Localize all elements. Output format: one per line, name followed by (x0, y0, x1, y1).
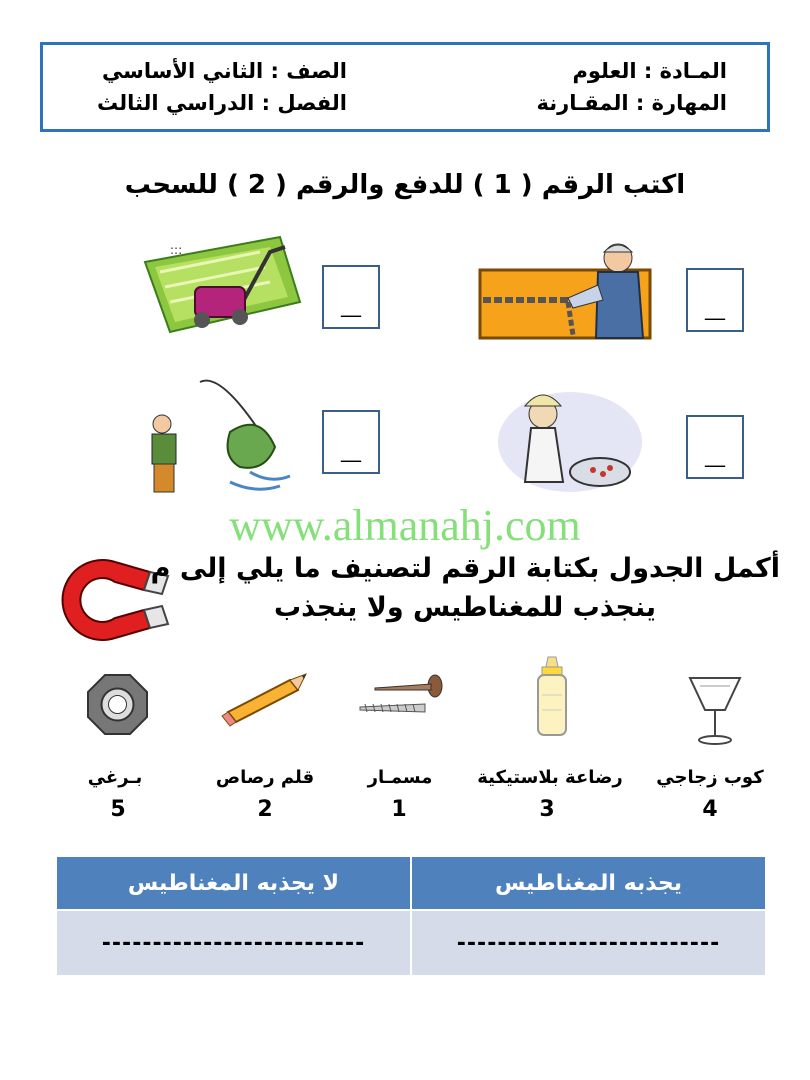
header-box (40, 42, 770, 132)
grade-label: الصف : الثاني الأساسي (101, 59, 347, 83)
item-number-nail: 1 (391, 797, 407, 822)
skill-label: المهارة : المقـارنة (536, 91, 727, 115)
subject-label: المـادة : العلوم (572, 59, 727, 83)
item-label-glass-cup: كوب زجاجي (656, 767, 764, 788)
answer-box-lawnmower[interactable]: __ (322, 265, 380, 329)
item-label-pencil: قلم رصاص (215, 767, 315, 788)
classification-table (55, 855, 767, 977)
answer-box-fishing[interactable]: __ (322, 410, 380, 474)
item-number-glass-cup: 4 (702, 797, 718, 822)
glass-cup-icon (685, 670, 745, 748)
table-header-row (56, 856, 766, 910)
classify-instruction-line2: ينجذب للمغناطيس ولا ينجذب (273, 592, 657, 623)
answer-box-chain-pull[interactable]: __ (686, 268, 744, 332)
wheelbarrow-picture (495, 382, 645, 502)
item-label-plastic-bottle: رضاعة بلاستيكية (477, 767, 623, 788)
item-number-pencil: 2 (257, 797, 273, 822)
fishing-picture (140, 372, 300, 497)
chain-pull-picture (478, 240, 658, 340)
header-attracted: يجذبه المغناطيس (411, 856, 766, 910)
table-row (56, 910, 766, 976)
nail-screw-icon (355, 672, 445, 722)
plastic-bottle-icon (530, 655, 574, 739)
answer-box-wheelbarrow[interactable]: __ (686, 415, 744, 479)
classify-instruction-line1: أكمل الجدول بكتابة الرقم لتصنيف ما يلي إلى م (150, 553, 780, 584)
header-not-attracted: لا يجذبه المغناطيس (56, 856, 411, 910)
push-pull-instruction: اكتب الرقم ( 1 ) للدفع والرقم ( 2 ) للسحب (124, 170, 686, 200)
item-label-bolt: بـرغي (87, 767, 143, 788)
answer-cell-not-attracted[interactable]: -------------------------- (56, 910, 411, 976)
svg-text::::: ::: (170, 243, 183, 257)
item-number-plastic-bottle: 3 (539, 797, 555, 822)
answer-cell-attracted[interactable]: -------------------------- (411, 910, 766, 976)
item-number-bolt: 5 (110, 797, 126, 822)
item-label-nail: مسمـار (367, 767, 433, 788)
watermark: www.almanahj.com (229, 501, 581, 550)
bolt-nut-icon (85, 672, 150, 737)
semester-label: الفصل : الدراسي الثالث (96, 91, 347, 115)
pencil-icon (218, 672, 308, 727)
lawnmower-picture (140, 232, 305, 337)
